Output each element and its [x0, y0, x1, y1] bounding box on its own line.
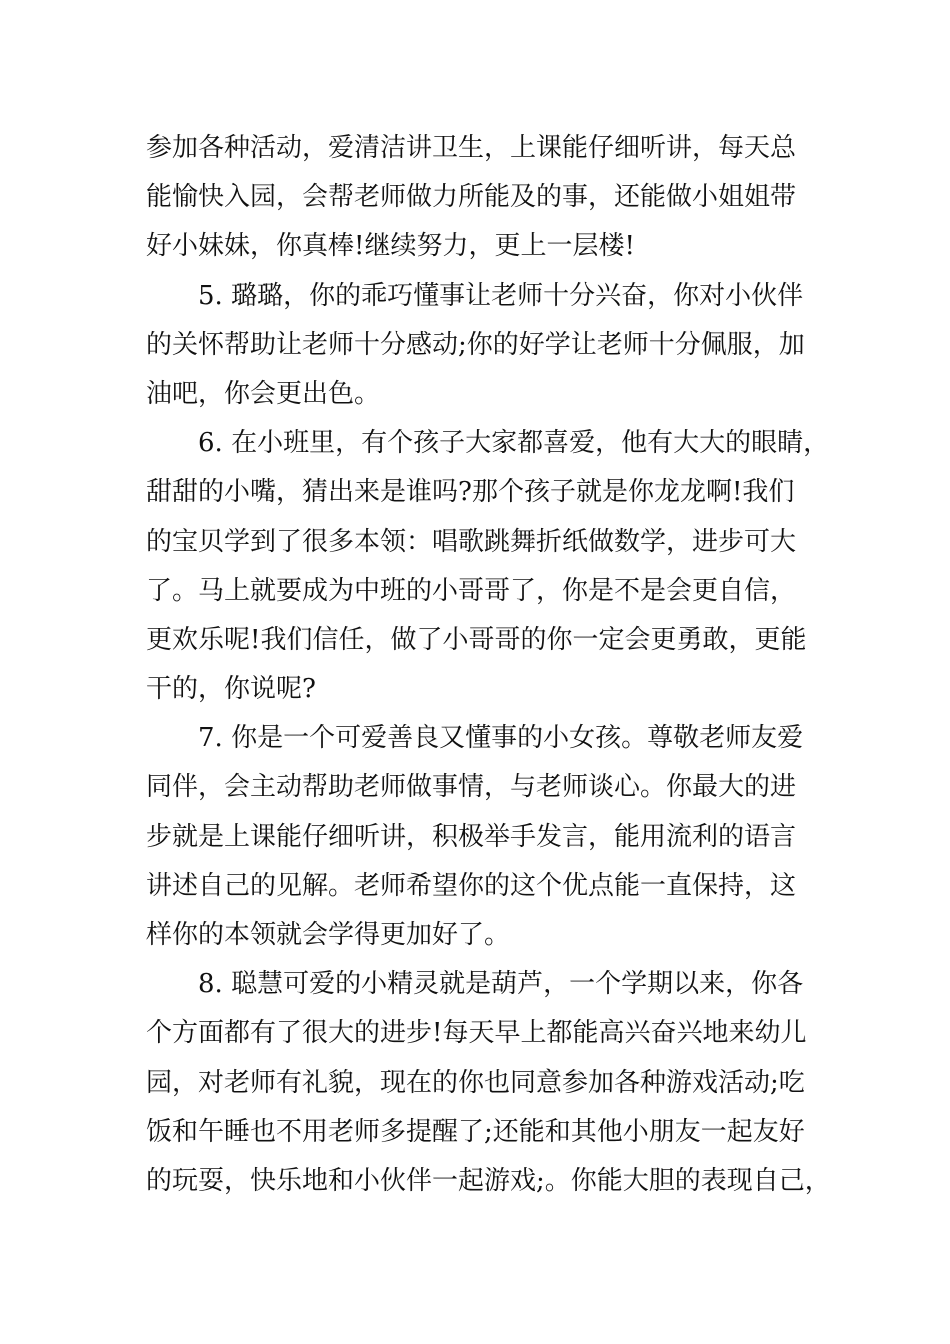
document-body: [146, 124, 836, 1206]
text-line: 饭和午睡也不用老师多提醒了;还能和其他小朋友一起友好: [146, 1116, 805, 1147]
text-line: 甜甜的小嘴，猜出来是谁吗?那个孩子就是你龙龙啊!我们: [146, 477, 795, 508]
text-line: 干的，你说呢?: [146, 674, 316, 705]
text-line: 的宝贝学到了很多本领：唱歌跳舞折纸做数学，进步可大: [146, 526, 797, 557]
paragraph-first-line: 6. 在小班里，有个孩子大家都喜爱，他有大大的眼睛，: [198, 428, 830, 459]
text-line: 步就是上课能仔细听讲，积极举手发言，能用流利的语言: [146, 821, 797, 852]
text-line: 讲述自己的见解。老师希望你的这个优点能一直保持，这: [146, 870, 797, 901]
text-line: 更欢乐呢!我们信任，做了小哥哥的你一定会更勇敢，更能: [146, 624, 807, 655]
text-line: 能愉快入园，会帮老师做力所能及的事，还能做小姐姐带: [146, 182, 797, 213]
text-line: 的关怀帮助让老师十分感动;你的好学让老师十分佩服，加: [146, 329, 805, 360]
paragraph-first-line: 7. 你是一个可爱善良又懂事的小女孩。尊敬老师友爱: [198, 723, 804, 754]
paragraph-first-line: 5. 璐璐，你的乖巧懂事让老师十分兴奋，你对小伙伴: [198, 280, 804, 311]
text-line: 样你的本领就会学得更加好了。: [146, 920, 511, 950]
text-line: 的玩耍，快乐地和小伙伴一起游戏;。你能大胆的表现自己，: [146, 1165, 831, 1196]
text-line: 个方面都有了很大的进步!每天早上都能高兴奋兴地来幼儿: [146, 1018, 807, 1049]
text-line: 园，对老师有礼貌，现在的你也同意参加各种游戏活动;吃: [146, 1067, 805, 1098]
text-line: 了。马上就要成为中班的小哥哥了，你是不是会更自信，: [146, 575, 797, 606]
text-line: 同伴，会主动帮助老师做事情，与老师谈心。你最大的进: [146, 772, 797, 803]
text-line: 参加各种活动，爱清洁讲卫生，上课能仔细听讲，每天总: [146, 133, 797, 163]
text-line: 油吧，你会更出色。: [146, 378, 381, 409]
paragraph-first-line: 8. 聪慧可爱的小精灵就是葫芦，一个学期以来，你各: [198, 969, 804, 1000]
text-line: 好小妹妹，你真棒!继续努力，更上一层楼!: [146, 231, 635, 262]
